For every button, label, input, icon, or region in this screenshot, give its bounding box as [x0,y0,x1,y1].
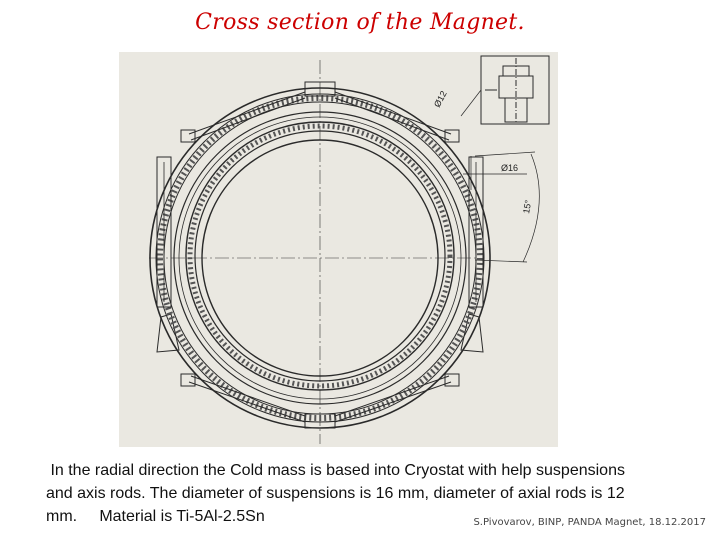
magnet-cross-section-drawing [119,52,558,447]
detail-view-inset [481,56,549,124]
cold-mass-inner [195,131,445,381]
body-line-3: mm. Material is Ti-5Al-2.5Sn [46,508,265,525]
dimension-d12 [461,90,481,116]
body-line-1: In the radial direction the Cold mass is based into Cryostat with help suspensions [46,462,625,479]
dimension-label-d12: Ø12 [431,89,449,109]
body-line-2: and axis rods. The diameter of suspensions is 16 mm, diameter of axial rods is 12 [46,485,625,502]
slide-title: Cross section of the Magnet. [195,10,525,35]
slide-footer: S.Pivovarov, BINP, PANDA Magnet, 18.12.2017 [473,517,706,528]
dimension-label-angle: 15° [521,199,534,215]
dimension-label-d16: Ø16 [501,163,519,173]
